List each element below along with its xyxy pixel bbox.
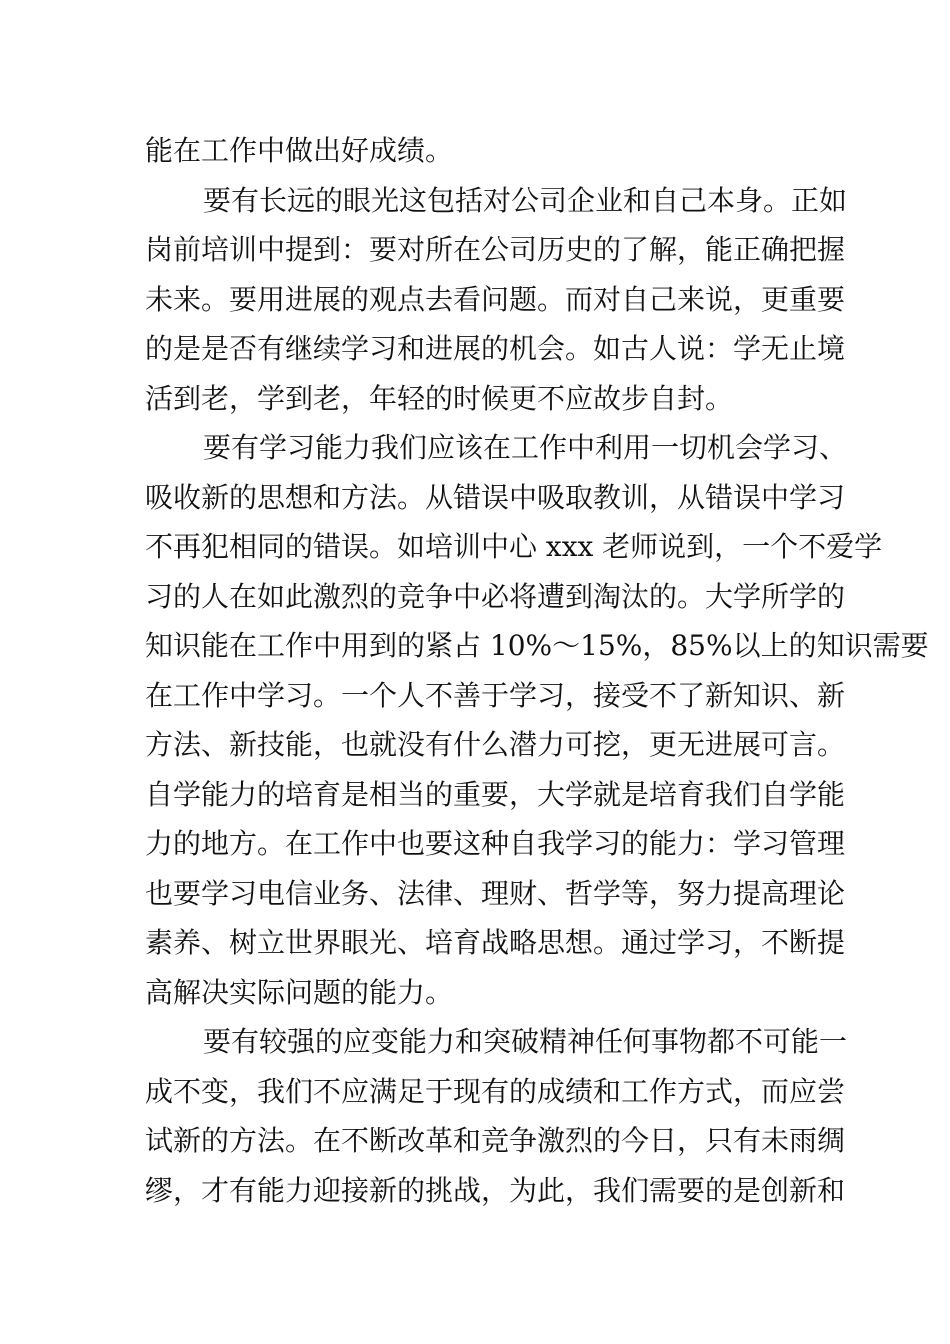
text-line: 要有长远的眼光这包括对公司企业和自己本身。正如 bbox=[203, 183, 848, 217]
text-line: 也要学习电信业务、法律、理财、哲学等，努力提高理论 bbox=[145, 876, 846, 910]
text-line: 方法、新技能，也就没有什么潜力可挖，更无进展可言。 bbox=[145, 728, 846, 761]
text-line: 要有较强的应变能力和突破精神任何事物都不可能一 bbox=[203, 1025, 848, 1058]
paragraph-3 bbox=[145, 423, 929, 1017]
text-line: 的是是否有继续学习和进展的机会。如古人说：学无止境 bbox=[145, 332, 846, 365]
text-line: 能在工作中做出好成绩。 bbox=[145, 134, 454, 167]
text-line: 吸收新的思想和方法。从错误中吸取教训，从错误中学习 bbox=[145, 480, 846, 514]
text-line: 素养、树立世界眼光、培育战略思想。通过学习，不断提 bbox=[145, 926, 846, 959]
document-body bbox=[145, 126, 929, 1215]
text-line: 高解决实际问题的能力。 bbox=[145, 975, 454, 1009]
text-line: 自学能力的培育是相当的重要，大学就是培育我们自学能 bbox=[145, 777, 846, 811]
text-line: 活到老，学到老，年轻的时候更不应故步自封。 bbox=[145, 381, 734, 415]
text-line: 未来。要用进展的观点去看问题。而对自己来说，更重要 bbox=[145, 282, 846, 316]
text-line: 缪，才有能力迎接新的挑战，为此，我们需要的是创新和 bbox=[145, 1173, 846, 1207]
text-line: 在工作中学习。一个人不善于学习，接受不了新知识、新 bbox=[145, 678, 846, 712]
text-line: 知识能在工作中用到的紧占 10%～15%，85%以上的知识需要 bbox=[145, 629, 929, 662]
paragraph-1 bbox=[145, 126, 807, 176]
text-line: 要有学习能力我们应该在工作中利用一切机会学习、 bbox=[203, 431, 848, 464]
paragraph-4 bbox=[145, 1017, 848, 1215]
text-line: 成不变，我们不应满足于现有的成绩和工作方式，而应尝 bbox=[145, 1074, 846, 1108]
text-line: 试新的方法。在不断改革和竞争激烈的今日，只有未雨绸 bbox=[145, 1124, 846, 1157]
text-line: 岗前培训中提到：要对所在公司历史的了解，能正确把握 bbox=[145, 233, 846, 266]
text-line: 不再犯相同的错误。如培训中心 xxx 老师说到，一个不爱学 bbox=[145, 530, 883, 563]
paragraph-2 bbox=[145, 176, 848, 424]
text-line: 力的地方。在工作中也要这种自我学习的能力：学习管理 bbox=[145, 827, 846, 860]
text-line: 习的人在如此激烈的竞争中必将遭到淘汰的。大学所学的 bbox=[145, 579, 846, 613]
